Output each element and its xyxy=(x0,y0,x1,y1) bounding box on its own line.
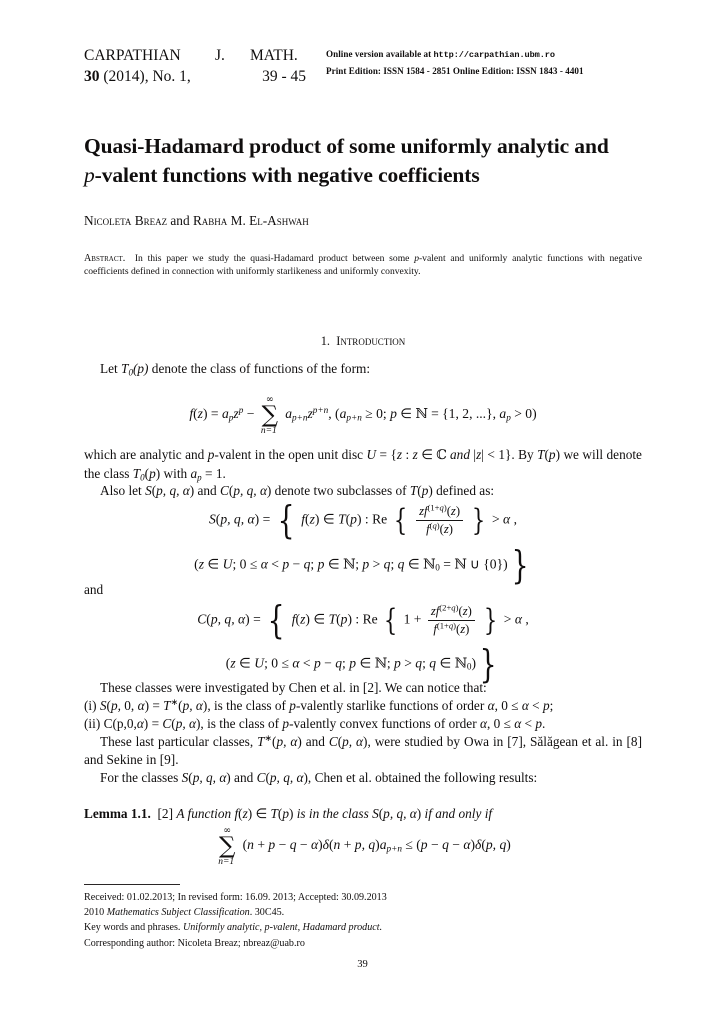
lemma-text-b: is in the class xyxy=(293,806,373,821)
left-brace-inner: { xyxy=(393,502,407,538)
equation-s-class-conditions: (z ∈ U; 0 ≤ α < p − q; p ∈ ℕ; p > q; q ∈ ℕ$_0$ = ℕ ∪ {0})} xyxy=(194,543,529,587)
abstract xyxy=(84,252,642,278)
lemma-1-1: Lemma 1.1. [2] A function f(z) ∈ T(p) is in the class S(p, q, α) if and only if xyxy=(84,806,493,821)
p2-text-a: which are analytic and xyxy=(84,447,208,462)
left-brace-inner-c: { xyxy=(383,602,398,638)
lemma-text-a: A function xyxy=(176,806,235,821)
page-title xyxy=(84,132,644,189)
paragraph-these-classes xyxy=(84,679,642,697)
lemma-text-c: if and only if xyxy=(421,806,493,821)
abstract-label: Abstract. xyxy=(84,253,126,264)
author-first: Nicoleta Breaz xyxy=(84,213,168,228)
list-item-ii: (ii) C(p,0,α) = C(p, α), is the class of p-valently convex functions of order α, 0 ≤ α < p. xyxy=(84,716,546,731)
connector-and: and xyxy=(84,582,104,597)
right-brace-inner-c: } xyxy=(484,602,498,638)
footnote-block xyxy=(84,890,604,951)
journal-name: CARPATHIAN xyxy=(84,47,181,64)
paragraph-also-let: Also let S(p, q, α) and C(p, q, α) denote two subclasses of T(p) defined as: xyxy=(100,483,495,498)
page-number: 39 xyxy=(357,959,368,970)
p1-math-t0p: $T_0(p)$ xyxy=(121,361,149,378)
left-brace-outer-c: { xyxy=(267,598,285,643)
journal-url[interactable]: http://carpathian.ubm.ro xyxy=(433,50,555,60)
right-brace-inner: } xyxy=(472,502,486,538)
abstract-math-p: p xyxy=(414,253,419,264)
equation-c-class-conditions: (z ∈ U; 0 ≤ α < p − q; p ∈ ℕ; p > q; q ∈ ℕ$_0$)} xyxy=(225,642,497,686)
title-math-p: p xyxy=(84,162,95,187)
list-item-i: (i) S(p, 0, α) = T∗(p, α), is the class of p-valently starlike functions of order α, 0 ≤ α < p; xyxy=(84,697,554,713)
title-line-2: p-valent functions with negative coefficients xyxy=(84,162,480,187)
item-ii-text-c: -valently convex functions of order xyxy=(289,716,480,731)
journal-abbrev-math: MATH. xyxy=(250,47,298,64)
section-name: Introduction xyxy=(336,334,406,348)
equation-s-class-definition: S(p, q, α) = { f(z) ∈ T(p) : Re { $\frac{zf^{(1+q)}(z)}{f^{(q)}(z)}$ } > α , xyxy=(209,498,517,543)
p4-text: These classes were investigated by Chen et al. in [2]. We can notice that: xyxy=(100,680,487,695)
p6-text-c: , Chen et al. obtained the following results: xyxy=(307,770,538,785)
item-ii-text-b: , is the class of xyxy=(200,716,283,731)
footnote-msc: 2010 Mathematics Subject Classification. 30C45. xyxy=(84,907,285,919)
left-brace-outer: { xyxy=(277,498,295,543)
summation-operator-2: ∞ ∑ n=1 xyxy=(218,825,236,867)
p1-text-b: denote the class of functions of the form: xyxy=(148,361,371,376)
p2-text-d: with xyxy=(160,466,191,482)
item-i-prefix: (i) xyxy=(84,698,100,713)
journal-header-right xyxy=(326,47,646,79)
summation-operator: ∞ ∑ n=1 xyxy=(260,394,279,436)
lemma-ref: [2] xyxy=(157,806,174,821)
journal-header xyxy=(84,45,644,89)
p5-text-b: and xyxy=(301,734,329,749)
p6-text-a: For the classes xyxy=(100,770,182,785)
right-brace-outer: } xyxy=(511,543,529,587)
paragraph-let-t0 xyxy=(84,360,642,378)
authors xyxy=(84,212,644,230)
p6-text-b: and xyxy=(230,770,257,785)
equation-lemma-condition: ∞ ∑ n=1 (n + p − q − α)δ(n + p, $q)a_{p+n} \le (p - q - \alpha)\delta(p$, q) xyxy=(84,836,642,856)
online-version-line: Online version available at http://carpathian.ubm.ro xyxy=(326,49,555,60)
section-number: 1. xyxy=(320,334,330,348)
paragraph-which-are-analytic: which are analytic and p-valent in the open unit disc U = {z : z ∈ ℂ and |z| < 1}. By T(p) we will denote the class $T_0(p)$ with $a_p = 1$. xyxy=(84,447,642,483)
p2-text-c: we will denote the class xyxy=(84,447,642,482)
journal-volume: 30 (2014), No. 1, xyxy=(84,68,191,85)
fraction-zf2-over-f1: $\frac{zf^{(2+q)}(z)}{f^{(1+q)}(z)}$ xyxy=(428,604,475,637)
equation-f-of-z: $f(z) = a_pz^p$ − ∞ ∑ n=1 $a_{p+n}z^{p+n}$, ($a_{p+n} \ge 0$; p ∈ ℕ = {1, 2, ...}, $a_p > 0$) xyxy=(189,394,537,436)
journal-abbrev-j: J. xyxy=(215,47,225,64)
title-line-1: Quasi-Hadamard product of some uniformly analytic and xyxy=(84,134,609,158)
right-brace-outer-c: } xyxy=(479,642,497,686)
footnote-keywords: Key words and phrases. Uniformly analytic, p-valent, Hadamard product. xyxy=(84,922,383,934)
p2-text-b: -valent in the open unit disc xyxy=(214,447,367,462)
fraction-zf-over-f: $\frac{zf^{(1+q)}(z)}{f^{(q)}(z)}$ xyxy=(416,504,463,537)
section-heading-introduction xyxy=(84,334,642,349)
p5-text-c: , were studied by Owa in [7], Sălăgean et al. in [8] and Sekine in [9]. xyxy=(84,734,642,768)
footnote-corresponding-author: Corresponding author: Nicoleta Breaz; nbreaz@uab.ro xyxy=(84,937,305,949)
journal-name-row xyxy=(84,45,324,66)
p2-math-p: p xyxy=(207,447,215,462)
paragraph-for-the-classes: For the classes S(p, q, α) and C(p, q, α), Chen et al. obtained the following results: xyxy=(100,770,538,785)
journal-volume-row xyxy=(84,66,324,87)
abstract-text-2: -valent and uniformly analytic functions with negative coefficients defined in connection with uniformly starlikeness and uniformly convexity. xyxy=(84,253,643,278)
item-ii-prefix: (ii) C(p,0, xyxy=(84,716,137,731)
lemma-label: Lemma 1.1. xyxy=(84,806,151,821)
issn-line: Print Edition: ISSN 1584 - 2851 Online Edition: ISSN 1843 - 4401 xyxy=(326,65,584,76)
journal-pages: 39 - 45 xyxy=(262,68,306,85)
paragraph-these-last-particular: These last particular classes, T∗(p, α) and C(p, α), were studied by Owa in [7], Sălăgean et al. in [8] and Sekine in [9]. xyxy=(84,733,642,768)
item-i-text-c: -valently starlike functions of order xyxy=(295,698,488,713)
abstract-text-1: In this paper we study the quasi-Hadamard product between some xyxy=(134,253,415,264)
p3-text-d: defined as: xyxy=(432,483,495,498)
p3-text-c: denote two subclasses of xyxy=(271,483,410,498)
equation-c-class-definition: C(p, q, α) = { f(z) ∈ T(p) : Re { 1 + $\frac{zf^{(2+q)}(z)}{f^{(1+q)}(z)}$ } > α , xyxy=(197,598,529,643)
item-i-text-b: , is the class of xyxy=(207,698,290,713)
author-second: Rabha M. El-Ashwah xyxy=(192,213,309,228)
footnote-received: Received: 01.02.2013; In revised form: 16.09. 2013; Accepted: 30.09.2013 xyxy=(84,892,387,903)
journal-header-left xyxy=(84,45,324,87)
p3-text-a: Also let xyxy=(100,483,146,498)
p3-text-b: and xyxy=(194,483,221,498)
p5-text-a: These last particular classes, xyxy=(100,734,258,749)
footnote-rule xyxy=(84,884,180,885)
p1-text-a: Let xyxy=(100,361,122,376)
authors-connector: and xyxy=(167,213,193,228)
